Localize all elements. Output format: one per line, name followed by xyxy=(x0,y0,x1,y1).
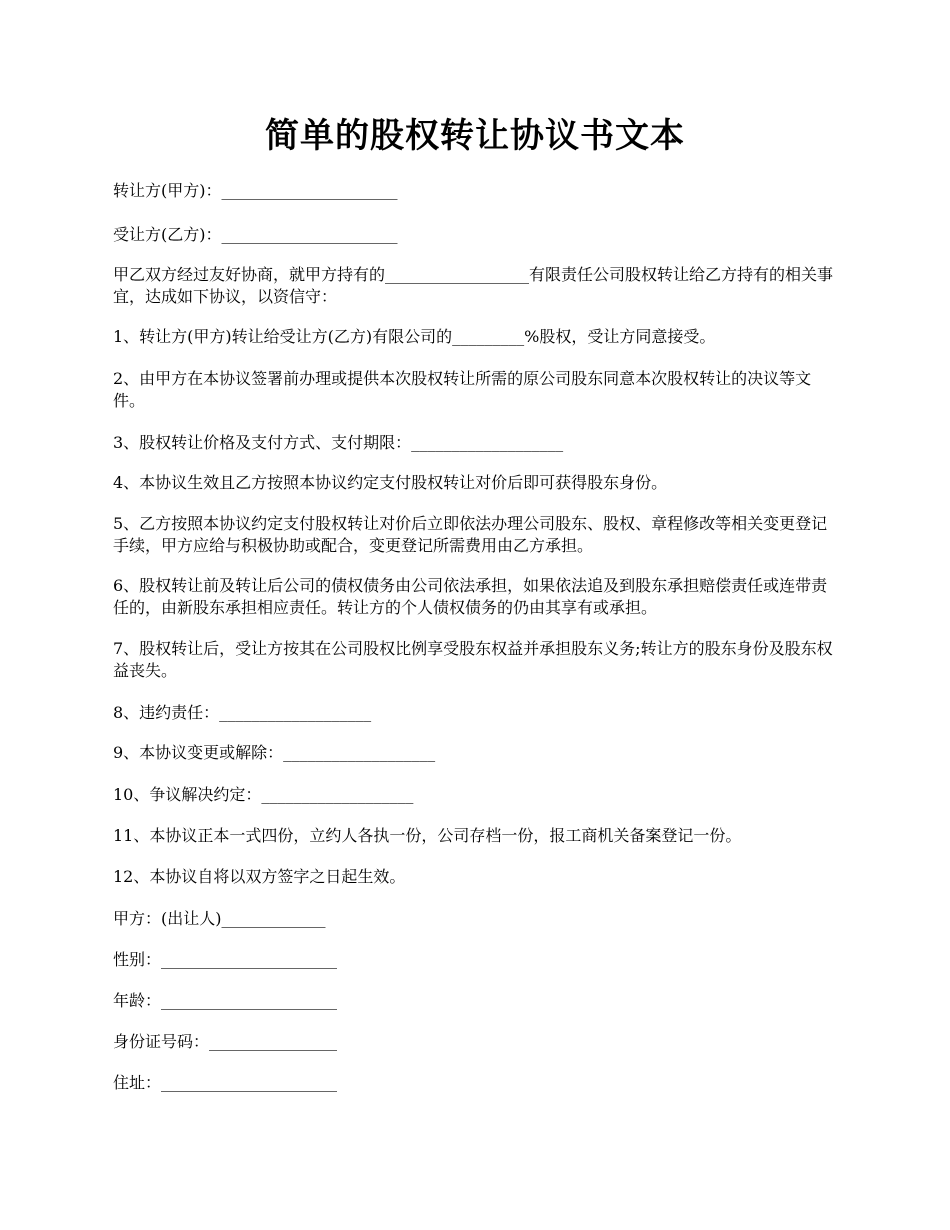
clause-5: 5、乙方按照本协议约定支付股权转让对价后立即依法办理公司股东、股权、章程修改等相关变更登记手续，甲方应给与积极协助或配合，变更登记所需费用由乙方承担。 xyxy=(113,514,828,555)
clause-12: 12、本协议自将以双方签字之日起生效。 xyxy=(113,867,406,886)
clause-11: 11、本协议正本一式四份，立约人各执一份，公司存档一份，报工商机关备案登记一份。 xyxy=(113,826,742,845)
party-a-signature-line: 甲方：(出让人)_____________ xyxy=(113,909,326,928)
clause-2: 2、由甲方在本协议签署前办理或提供本次股权转让所需的原公司股东同意本次股权转让的决议等文件。 xyxy=(113,369,812,410)
transferee-line: 受让方(乙方)：______________________ xyxy=(113,225,398,244)
preamble-paragraph: 甲乙双方经过友好协商，就甲方持有的__________________有限责任公司股权转让给乙方持有的相关事宜，达成如下协议，以资信守： xyxy=(113,265,834,306)
clause-4: 4、本协议生效且乙方按照本协议约定支付股权转让对价后即可获得股东身份。 xyxy=(113,473,668,492)
clause-10: 10、争议解决约定：___________________ xyxy=(113,785,414,804)
address-line: 住址：______________________ xyxy=(113,1073,338,1092)
clause-3: 3、股权转让价格及支付方式、支付期限：___________________ xyxy=(113,433,564,452)
clause-9: 9、本协议变更或解除：___________________ xyxy=(113,743,436,762)
clause-7: 7、股权转让后，受让方按其在公司股权比例享受股东权益并承担股东义务;转让方的股东身份及股东权益丧失。 xyxy=(113,639,833,680)
gender-line: 性别：______________________ xyxy=(113,950,338,969)
clause-6: 6、股权转让前及转让后公司的债权债务由公司依法承担，如果依法追及到股东承担赔偿责任或连带责任的，由新股东承担相应责任。转让方的个人债权债务的仍由其享有或承担。 xyxy=(113,576,828,617)
clause-8: 8、违约责任：___________________ xyxy=(113,703,372,722)
transferor-line: 转让方(甲方)：______________________ xyxy=(113,181,398,200)
age-line: 年龄：______________________ xyxy=(113,991,338,1010)
document-title: 简单的股权转让协议书文本 xyxy=(265,116,685,156)
clause-1: 1、转让方(甲方)转让给受让方(乙方)有限公司的_________%股权，受让方同意接受。 xyxy=(113,327,716,346)
id-number-line: 身份证号码：________________ xyxy=(113,1032,338,1051)
